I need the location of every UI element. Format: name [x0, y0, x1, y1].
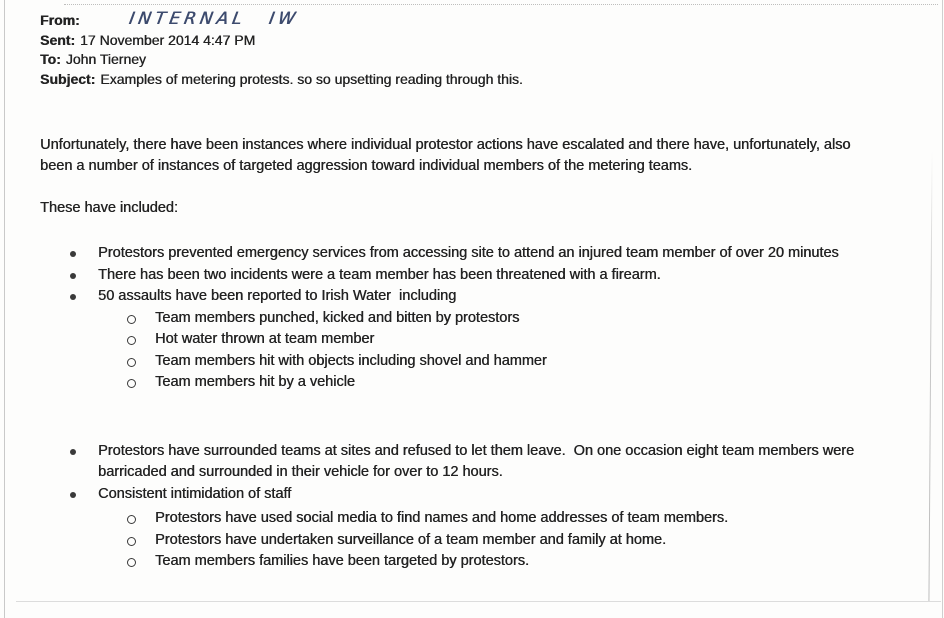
circle-bullet-icon	[127, 379, 136, 388]
bullet-dot-icon	[70, 251, 76, 257]
circle-bullet-icon	[127, 358, 136, 367]
bullet-item	[40, 286, 904, 308]
bullet-text: 50 assaults have been reported to Irish Water including	[98, 288, 457, 305]
to-value: John Tierney	[65, 51, 146, 67]
bullet-item	[40, 441, 904, 484]
sub-bullet-item	[40, 308, 904, 330]
sub-bullet-item	[40, 551, 904, 573]
sub-bullet-text: Protestors have used social media to find names and home addresses of team members.	[155, 510, 729, 527]
circle-bullet-icon	[127, 315, 136, 324]
bullet-text: There has been two incidents were a team member has been threatened with a firearm.	[98, 266, 661, 283]
sub-bullet-item	[40, 372, 904, 394]
from-row	[40, 11, 904, 31]
sub-bullet-text: Hot water thrown at team member	[155, 331, 375, 348]
from-value-handwritten: INTERNAL IW	[127, 9, 301, 29]
to-label: To:	[40, 51, 61, 67]
bullet-item	[40, 484, 904, 506]
bullet-dot-icon	[70, 273, 76, 279]
sub-bullet-text: Team members punched, kicked and bitten by protestors	[155, 309, 520, 326]
bullet-item	[40, 265, 904, 287]
email-header	[40, 11, 904, 89]
circle-bullet-icon	[127, 558, 136, 567]
bullet-dot-icon	[70, 492, 76, 498]
sent-label: Sent:	[40, 31, 75, 48]
sub-bullet-item	[40, 351, 904, 373]
subject-value: Examples of metering protests. so so upsetting reading through this.	[100, 70, 523, 87]
sub-bullet-text: Team members hit with objects including shovel and hammer	[155, 352, 547, 369]
circle-bullet-icon	[127, 336, 136, 345]
these-have-included-line: These have included:	[40, 200, 178, 217]
bullet-text: Consistent intimidation of staff	[98, 485, 292, 502]
bullet-dot-icon	[70, 294, 76, 300]
bullet-dot-icon	[70, 449, 76, 455]
circle-bullet-icon	[127, 515, 136, 524]
sub-bullet-text: Team members families have been targeted by protestors.	[155, 553, 529, 570]
sub-bullet-item	[40, 508, 904, 530]
scan-artifact-bottom-line	[16, 601, 941, 602]
circle-bullet-icon	[127, 537, 136, 546]
to-row	[40, 50, 904, 70]
sub-bullet-text: Protestors have undertaken surveillance of a team member and family at home.	[155, 531, 666, 548]
from-label: From:	[40, 12, 80, 28]
sent-row	[40, 31, 904, 51]
bullet-item	[40, 243, 904, 265]
subject-row	[40, 70, 904, 90]
sub-bullet-item	[40, 329, 904, 351]
incident-bullet-list	[40, 243, 904, 573]
intro-paragraph: Unfortunately, there have been instances where individual protestor actions have escalated and there have, unfortunately, also been a number of instances of targeted aggression toward individual members of the metering teams.	[40, 137, 855, 174]
sub-bullet-text: Team members hit by a vehicle	[155, 374, 355, 391]
sent-value: 17 November 2014 4:47 PM	[80, 31, 256, 48]
subject-label: Subject:	[40, 70, 96, 87]
bullet-text: Protestors have surrounded teams at sites and refused to let them leave. On one occasion eight team members were barricaded and surrounded in their vehicle for over to 12 hours.	[98, 442, 859, 481]
blank-gap	[40, 394, 904, 441]
bullet-text: Protestors prevented emergency services from accessing site to attend an injured team member of over 20 minutes	[98, 245, 839, 262]
sub-bullet-item	[40, 530, 904, 552]
